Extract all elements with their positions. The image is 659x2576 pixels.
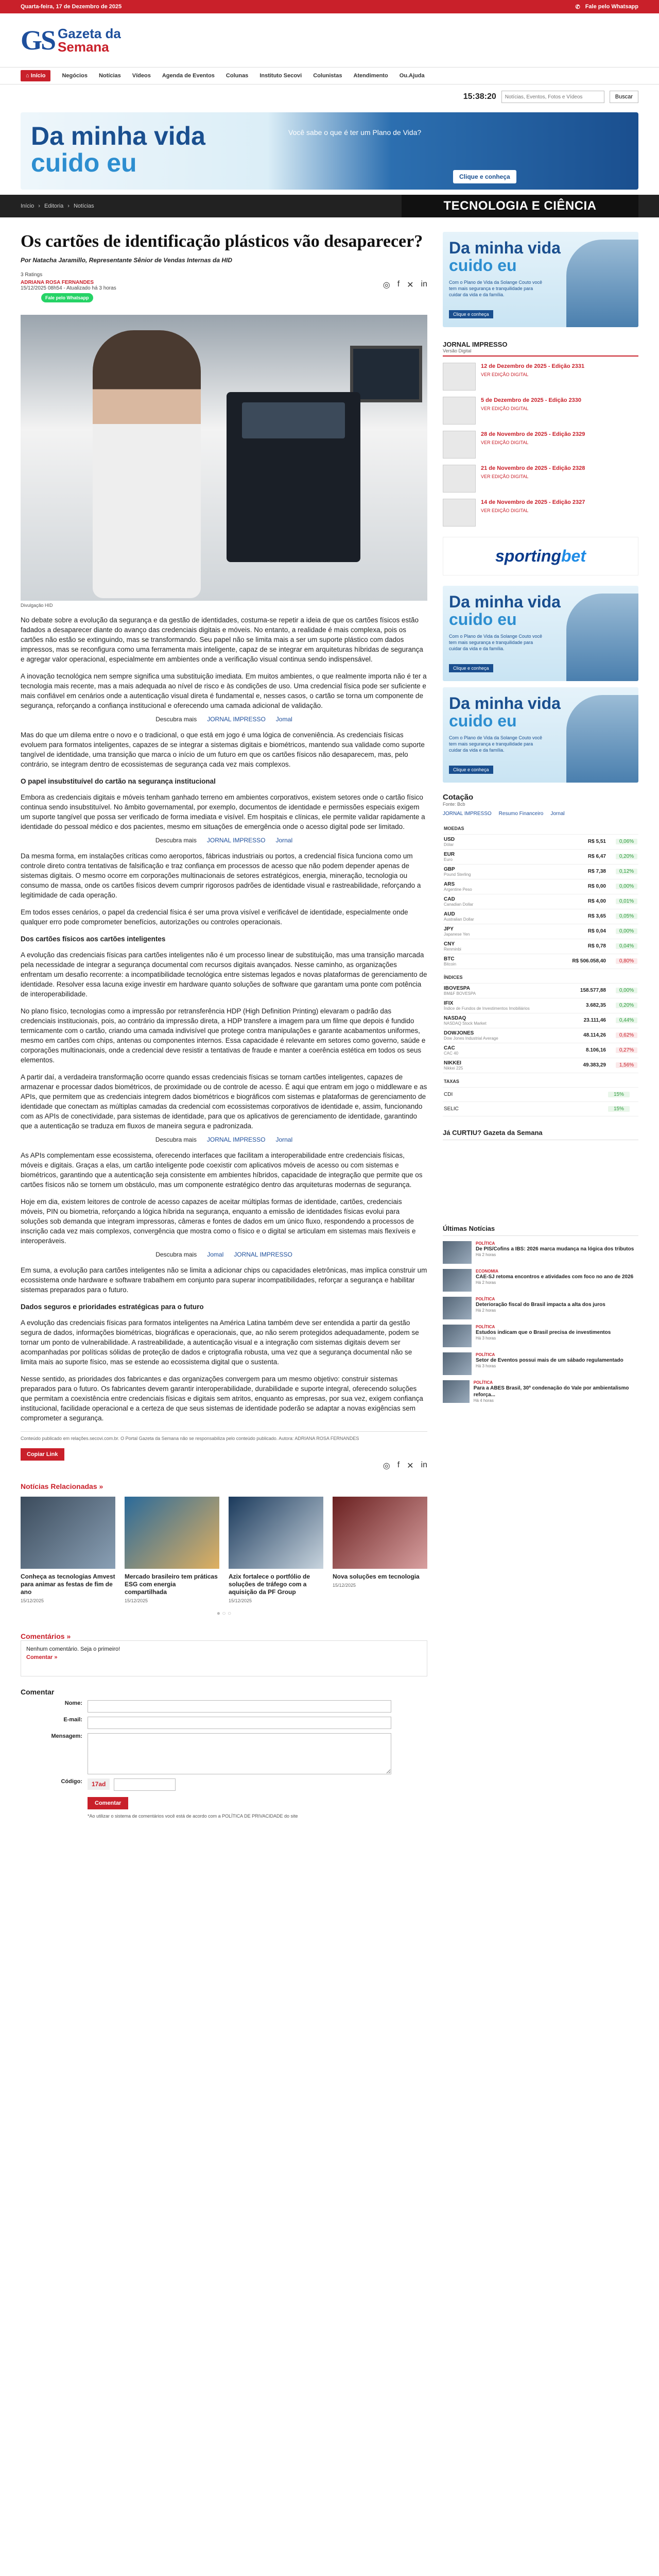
quote-row: SELIC 15% (443, 1101, 638, 1116)
breadcrumb: Início › Editoria › Notícias TECNOLOGIA E CIÊNCIA (0, 195, 659, 217)
related-news-heading: Notícias Relacionadas » (21, 1482, 103, 1490)
logo-line-1: Gazeta da (58, 26, 121, 41)
quote-code: CAD (444, 896, 455, 902)
card-printer-shape (227, 392, 360, 562)
paragraph: Nesse sentido, as prioridades dos fabricantes e das organizações convergem para um mesmo objetivo: construir sistemas preparados para o futuro. Os fabricantes devem garantir interoperabilidade, durabilidade e suporte integral, oferecendo soluções que permitam a coexistência entre credenciais físicas e digitais sem atritos, enquanto as empresas, por sua vez, exigem confiança institucional, facilidade operacional e a certeza de que seus sistemas de identidade poderão se adaptar a novas exigências sem comprometer a segurança. (21, 1375, 423, 1422)
sidebar (443, 217, 638, 1819)
jornal-item[interactable]: 12 de Dezembro de 2025 - Edição 2331 VER EDIÇÃO DIGITAL (443, 363, 638, 391)
quote-name: Nikkei 225 (444, 1065, 463, 1071)
article-column (21, 217, 427, 1819)
news-thumbnail (443, 1269, 472, 1292)
home-icon: ⌂ (26, 73, 31, 79)
quote-change: 0,04% (616, 943, 637, 949)
quote-code: GBP (444, 866, 455, 872)
x-share-icon[interactable]: ✕ (407, 1462, 414, 1470)
quote-change: 0,05% (616, 913, 637, 919)
newspaper-thumb (443, 465, 476, 493)
quote-name: BM&F BOVESPA (444, 991, 476, 996)
news-thumbnail (443, 1352, 472, 1375)
nav-negocios[interactable]: Negócios (62, 73, 88, 79)
linkedin-share-icon[interactable]: in (421, 1461, 427, 1469)
quote-row (443, 954, 638, 969)
ad-photo (566, 695, 638, 783)
nav-agenda[interactable]: Agenda de Eventos (162, 73, 215, 79)
news-thumbnail (443, 1241, 472, 1264)
quote-row (443, 998, 638, 1013)
quote-row (443, 879, 638, 894)
quote-link[interactable]: Resumo Financeiro (498, 811, 544, 817)
paragraph: As APIs complementam esse ecossistema, oferecendo interfaces que facilitam a interoperabilidade entre credenciais físicas, móveis e digitais. Graças a elas, um cartão inteligente pode coexistir com aplicativos móveis de acesso ou com sistemas e biométricos, garantindo que a autenticação seja consistente em ambientes híbridos, capacidade de integração que permite que os cartões físicos não se tornem um obstáculo, mas um componente estratégico dentro das arquiteturas modernas de segurança. (21, 1151, 423, 1189)
nav-ajuda[interactable]: Ou.Ajuda (399, 73, 425, 79)
captcha-code: 17ad (88, 1778, 110, 1790)
quote-code: EUR (444, 851, 455, 857)
quote-change: 0,00% (616, 884, 637, 889)
breadcrumb-home[interactable]: Início (21, 203, 34, 209)
newspaper-thumb (443, 499, 476, 527)
name-field[interactable] (88, 1700, 391, 1713)
news-thumbnail (443, 1325, 472, 1347)
quote-name: Pound Sterling (444, 872, 471, 877)
quote-value: 23.111,46 (560, 1013, 607, 1028)
quote-value: 48.114,26 (560, 1028, 607, 1043)
quote-change: 0,20% (616, 1003, 637, 1008)
article-byline: Por Natacha Jaramillo, Representante Sênior de Vendas Internas da HID (21, 257, 233, 264)
sidebar-ad[interactable]: Da minha vida cuido eu Com o Plano de Vida da Solange Couto você tem mais segurança e tranquilidade para cuidar da vida e da família. Clique e conheça (443, 586, 638, 681)
quote-code: AUD (444, 911, 455, 917)
privacy-note: *Ao utilizar o sistema de comentários você está de acordo com a POLÍTICA DE PRIVACIDADE do site (88, 1814, 298, 1819)
quote-code: BTC (444, 956, 455, 962)
top-whatsapp-link[interactable]: Fale pelo Whatsapp (585, 4, 638, 10)
quote-code: DOWJONES (444, 1030, 474, 1036)
quote-value: R$ 3,65 (560, 909, 607, 924)
quote-row (443, 834, 638, 849)
comment-link[interactable]: Comentar » (26, 1654, 58, 1660)
comments-heading: Comentários » (21, 1632, 71, 1640)
subheading: Dos cartões físicos aos cartões inteligentes (21, 935, 166, 943)
top-banner-ad[interactable] (21, 112, 638, 190)
news-thumbnail (229, 1497, 323, 1569)
news-thumbnail (443, 1380, 470, 1403)
submit-comment-button[interactable]: Comentar (88, 1797, 128, 1809)
quote-row (443, 1028, 638, 1043)
quote-value: R$ 6,47 (560, 849, 607, 864)
quotes-widget: Cotação Fonte: Bcb JORNAL IMPRESSO Resumo Financeiro Jornal MOEDAS USD Dólar R$ 5,51 0,06% EUR Euro R$ 6,47 0,20% GBP Pound Sterling R$ 7,38 0,12% ARS Argentine Peso R$ 0,00 0,00% CAD Canadian Dollar R$ 4,00 0,01% AUD Australian Dollar R$ 3,65 0,05% JPY Japanese Yen R$ 0,04 0,00% CNY Renminbi R$ 0,78 0,04% BTC Bitcoin R$ 506.058,40 0,80% ÍNDICES IBOVESPA BM&F BOVESPA 158.577,88 0,00% IFIX Índice de Fundos de Investimentos Imobiliários 3.682,35 0,20% NASDAQ NASDAQ Stock Market 23.111,46 0,44% DOWJONES Dow Jones Industrial Average 48.114,26 0,62% CAC CAC 40 8.106,16 0,27% NIKKEI Nikkei 225 49.383,29 1,56% TAXAS CDI 15% SELIC 15% (443, 793, 638, 1116)
newspaper-thumb (443, 431, 476, 459)
quote-code: JPY (444, 926, 454, 932)
paragraph: A inovação tecnológica nem sempre significa uma substituição imediata. Em muitos ambientes, o que realmente importa não é ter a tecnologia mais recente, mas a mais adequada ao nível de risco e às condições de uso. Uma credencial física pode ser suficiente e mais confiável em cenários onde a autenticação visual direta é fundamental e, nesses casos, o cartão se torna um componente de segurança, reforçando a confiança institucional e oferecendo uma camada adicional de validação. (21, 672, 427, 709)
quote-change: 0,27% (616, 1047, 637, 1053)
search-button[interactable]: Buscar (610, 91, 638, 103)
copy-link-button[interactable]: Copiar Link (21, 1448, 64, 1461)
facebook-share-icon[interactable]: f (397, 280, 400, 289)
site-header (0, 13, 659, 67)
quote-change: 0,20% (616, 854, 637, 859)
quote-change: 0,00% (616, 928, 637, 934)
quote-change: 0,80% (616, 958, 637, 964)
carousel-dots[interactable]: ● ○ ○ (216, 1609, 232, 1617)
quote-name: Índice de Fundos de Investimentos Imobiliários (444, 1006, 530, 1011)
quote-row (443, 894, 638, 909)
related-news-list (21, 1497, 427, 1603)
whatsapp-share-icon[interactable]: ◎ (383, 281, 390, 290)
paragraph: No debate sobre a evolução da segurança e da gestão de identidades, costuma-se repetir a ideia de que os cartões físicos estão fadados a desaparecer diante do avanço das credenciais digitais e móveis. No entanto, a realidade é mais complexa, pois os cartões não estão se extinguindo, mas se transformando. Seu papel não se limita mais a ser um suporte plástico com dados impressos, mas se reconfigura como uma ferramenta mais inteligente, capaz de se integrar em arquiteturas híbridas de segurança e agregar valor operacional, especialmente em ambientes onde a verificação visual continua sendo indispensável. (21, 616, 423, 663)
quote-row (443, 849, 638, 864)
banner-cta[interactable]: Clique e conheça (453, 170, 516, 183)
related-link[interactable]: Jomal (207, 1251, 224, 1258)
top-bar (0, 0, 659, 13)
current-date: Quarta-feira, 17 de Dezembro de 2025 (21, 4, 122, 10)
quote-link[interactable]: JORNAL IMPRESSO (443, 811, 492, 817)
header-toolbar (0, 84, 659, 109)
comments-box (21, 1640, 427, 1676)
jornal-item[interactable]: 21 de Novembro de 2025 - Edição 2328 VER EDIÇÃO DIGITAL (443, 465, 638, 493)
latest-news-item[interactable]: POLÍTICA Deterioração fiscal do Brasil impacta a alta dos juros Há 2 horas (443, 1297, 638, 1319)
latest-news-list (443, 1241, 638, 1403)
quote-code: USD (444, 836, 455, 842)
quote-code: CNY (444, 941, 455, 947)
related-link[interactable]: JORNAL IMPRESSO (207, 716, 266, 723)
quote-code: NASDAQ (444, 1015, 466, 1021)
sidebar-ad[interactable]: Da minha vida cuido eu Com o Plano de Vida da Solange Couto você tem mais segurança e tranquilidade para cuidar da vida e da família. Clique e conheça (443, 687, 638, 783)
jornal-item[interactable]: 5 de Dezembro de 2025 - Edição 2330 VER EDIÇÃO DIGITAL (443, 397, 638, 425)
quote-change: 0,44% (616, 1018, 637, 1023)
quote-value: R$ 0,04 (560, 924, 607, 939)
facebook-widget-heading: Já CURTIU? Gazeta da Semana (443, 1129, 638, 1140)
quote-row (443, 864, 638, 879)
related-links: Descubra mais Jomal JORNAL IMPRESSO (155, 1251, 292, 1258)
sportingbet-ad[interactable]: sporting bet (443, 537, 638, 575)
quote-change: 0,06% (616, 839, 637, 844)
related-news-card[interactable]: Nova soluções em tecnologia 15/12/2025 (333, 1497, 427, 1603)
banner-line-2: cuido eu (31, 148, 137, 177)
quote-row (443, 924, 638, 939)
related-links: Descubra mais JORNAL IMPRESSO Jomal (155, 716, 292, 723)
newspaper-thumb (443, 397, 476, 425)
facebook-share-icon[interactable]: f (397, 1461, 400, 1469)
whatsapp-button[interactable]: Fale pelo Whatsapp (41, 293, 93, 302)
quote-row (443, 1058, 638, 1073)
article-title: Os cartões de identificação plásticos vão desaparecer? (21, 232, 423, 251)
quote-value: 8.106,16 (560, 1043, 607, 1058)
news-thumbnail (443, 1297, 472, 1319)
quotes-title: Cotação (443, 793, 474, 802)
latest-news-item[interactable]: ECONOMIA CAE-SJ retoma encontros e atividades com foco no ano de 2026 Há 2 horas (443, 1269, 638, 1292)
related-news-card[interactable]: Mercado brasileiro tem práticas ESG com energia compartilhada 15/12/2025 (125, 1497, 219, 1603)
news-thumbnail (333, 1497, 427, 1569)
jornal-list (443, 363, 638, 527)
rating-count: 3 Ratings (21, 272, 43, 278)
site-logo[interactable] (21, 24, 121, 56)
quotes-table: MOEDAS USD Dólar R$ 5,51 0,06% EUR Euro R$ 6,47 0,20% GBP Pound Sterling R$ 7,38 0,12% ARS Argentine Peso R$ 0,00 0,00% CAD Canadian Dollar R$ 4,00 0,01% AUD Australian Dollar R$ 3,65 0,05% JPY Japanese Yen R$ 0,04 0,00% CNY Renminbi R$ 0,78 0,04% BTC Bitcoin R$ 506.058,40 0,80% ÍNDICES IBOVESPA BM&F BOVESPA 158.577,88 0,00% IFIX Índice de Fundos de Investimentos Imobiliários 3.682,35 0,20% NASDAQ NASDAQ Stock Market 23.111,46 0,44% DOWJONES Dow Jones Industrial Average 48.114,26 0,62% CAC CAC 40 8.106,16 0,27% NIKKEI Nikkei 225 49.383,29 1,56% TAXAS CDI 15% SELIC 15% (443, 820, 638, 1116)
quote-value: R$ 5,51 (560, 834, 607, 849)
paragraph: Em todos esses cenários, o papel da credencial física é ser uma prova visível e verificável de identidade, especialmente onde qualquer erro pode comprometer benefícios, autorizações ou controles operacionais. (21, 908, 408, 926)
related-links: Descubra mais JORNAL IMPRESSO Jornal (155, 1136, 293, 1143)
content-wrap (0, 217, 659, 1819)
quote-code: NIKKEI (444, 1060, 461, 1066)
nav-home[interactable]: ⌂ Início (21, 70, 50, 81)
source-note: Conteúdo publicado em relações.secovi.com.br. O Portal Gazeta da Semana não se responsabiliza pelo conteúdo publicado. Autora: ADRIANA ROSA FERNANDES (21, 1431, 427, 1441)
quote-row (443, 983, 638, 998)
paragraph: Hoje em dia, existem leitores de controle de acesso capazes de aceitar múltiplas formas de identidade, cartões, credenciais móveis, PIN ou biometria, reforçando a lógica híbrida na segurança, enquanto a emissão de identidades físicas evolui para soluções sob demanda que integram impressoras, câmeras e fontes de dados em um único fluxo, respondendo a processos de inscrição cada vez mais complexos, convergência que mostra como o físico e o digital se articulam em sistemas mais flexíveis e interoperáveis. (21, 1198, 416, 1245)
related-news-card[interactable]: Azix fortalece o portfólio de soluções de tráfego com a aquisição da PF Group 15/12/2025 (229, 1497, 323, 1603)
subheading: Dados seguros e prioridades estratégicas para o futuro (21, 1303, 204, 1311)
quote-value: R$ 0,78 (560, 939, 607, 954)
related-news-card[interactable]: Conheça as tecnologias Amvest para animar as festas de fim de ano 15/12/2025 (21, 1497, 115, 1603)
whatsapp-icon: ✆ (575, 4, 580, 10)
quote-row (443, 1043, 638, 1058)
quote-change: 0,00% (616, 988, 637, 993)
clock: 15:38:20 (463, 92, 496, 101)
logo-mark: GS (21, 25, 55, 56)
quote-code: CAC (444, 1045, 455, 1051)
quote-code: ARS (444, 881, 455, 887)
related-link[interactable]: Jornal (275, 1136, 293, 1143)
newspaper-thumb (443, 363, 476, 391)
quote-name: Bitcoin (444, 961, 457, 967)
email-field[interactable] (88, 1717, 391, 1729)
whatsapp-share-icon[interactable]: ◎ (383, 1462, 390, 1470)
related-link[interactable]: JORNAL IMPRESSO (234, 1251, 292, 1258)
related-link[interactable]: Jornal (275, 837, 293, 844)
quote-change: 0,62% (616, 1032, 637, 1038)
article-body (21, 615, 427, 1423)
quote-change: 0,12% (616, 869, 637, 874)
jornal-heading: JORNAL IMPRESSO Versão Digital (443, 341, 638, 357)
quote-value: 49.383,29 (560, 1058, 607, 1073)
banner-text: Você sabe o que é ter um Plano de Vida? (288, 128, 422, 137)
quote-link[interactable]: Jornal (550, 811, 565, 817)
quote-name: Dólar (444, 842, 454, 847)
quote-row (443, 1013, 638, 1028)
breadcrumb-noticias[interactable]: Notícias (73, 203, 94, 209)
section-title: TECNOLOGIA E CIÊNCIA (402, 195, 638, 217)
latest-news-item[interactable]: POLÍTICA Estudos indicam que o Brasil precisa de investimentos Há 3 horas (443, 1325, 638, 1347)
captcha-field[interactable] (114, 1778, 176, 1791)
logo-line-2: Semana (58, 39, 109, 55)
quote-value: 3.682,35 (560, 998, 607, 1013)
quote-name: CAC 40 (444, 1050, 459, 1056)
nav-instituto[interactable]: Instituto Secovi (259, 73, 302, 79)
quote-value: R$ 4,00 (560, 894, 607, 909)
quote-name: Australian Dollar (444, 917, 474, 922)
no-comments-text: Nenhum comentário. Seja o primeiro! (26, 1646, 120, 1652)
nav-atendimento[interactable]: Atendimento (353, 73, 388, 79)
latest-news-item[interactable]: POLÍTICA Setor de Eventos possui mais de um sábado regulamentado Há 3 horas (443, 1352, 638, 1375)
quote-name: Canadian Dollar (444, 902, 474, 907)
article-photo (21, 315, 427, 601)
latest-news-heading: Últimas Notícias (443, 1225, 638, 1236)
breadcrumb-editoria[interactable]: Editoria (44, 203, 64, 209)
paragraph: A evolução das credenciais físicas para formatos inteligentes na América Latina também deve ser entendida a partir da gestão segura de dados, informações biométricas, biográficas e operacionais, que, ao não serem protegidos adequadamente, podem se tornar um ponto de vulnerabilidade. A rastreabilidade, a autenticação visual e a integração com sistemas digitais devem ser acompanhadas por políticas sólidas de proteção de dados e criptografia robusta, uma vez que a segurança documental não se limita mais ao suporte físico, mas se estende ao ecossistema digital que o sustenta. (21, 1319, 419, 1366)
latest-news-item[interactable]: POLÍTICA De PIS/Cofins a IBS: 2026 marca mudança na lógica dos tributos Há 2 horas (443, 1241, 638, 1264)
related-link[interactable]: JORNAL IMPRESSO (206, 837, 266, 844)
paragraph: Embora as credenciais digitais e móveis tenham ganhado terreno em ambientes corporativos, existem setores onde o cartão físico continua sendo insubstituível. No âmbito governamental, por exemplo, documentos de identidade e permissões especiais exigem um suporte tangível que possa ser verificado de forma imediata e visível. Em hospitais e clínicas, ele permite validar rapidamente a identidade do pessoal médico e dos pacientes, mesmo em situações de emergência onde o acesso digital pode ser limitado. (21, 793, 425, 831)
nav-colunistas[interactable]: Colunistas (313, 73, 342, 79)
quote-value: R$ 7,38 (560, 864, 607, 879)
sidebar-ad[interactable]: Da minha vida cuido eu Com o Plano de Vida da Solange Couto você tem mais segurança e tranquilidade para cuidar da vida e da família. Clique e conheça (443, 232, 638, 327)
news-thumbnail (21, 1497, 115, 1569)
ad-photo (566, 240, 638, 327)
paragraph: A evolução das credenciais físicas para cartões inteligentes não é um processo linear de substituição, mas uma transição marcada pela necessidade de integrar a segurança documental com recursos digitais avançados. Nesse caminho, as organizações enfrentam um desafio recorrente: a incompatibilidade tecnológica entre sistemas legados e novas plataformas de gerenciamento de identidade. Resolver essa lacuna exige investir em hardware quanto soluções de software que garantam uma ponte com potência de interoperabilidade. (21, 951, 427, 998)
paragraph: A partir daí, a verdadeira transformação ocorre quando essas credenciais físicas se tornam cartões inteligentes, capazes de armazenar e processar dados biométricos, de proximidade ou de controle de acesso. É aqui que entram em jogo o middleware e as APIs, que permitem que as credenciais integrem dados biométricos e biográficos com sistemas e plataformas de gerenciamento de identidade que conectam as múltiplas camadas da credencial com ecossistemas corporativos de identidade e, assim, funcionando com as APIs de conectividade, para sistemas de identidade, para que os aplicativos de gerenciamento de identidade, garantindo que a autenticação se traduza em fluxos de maneira segura e padronizada. (21, 1073, 427, 1130)
main-nav (0, 67, 659, 84)
quote-row (443, 939, 638, 954)
quote-code: IBOVESPA (444, 985, 470, 991)
banner-line-1: Da minha vida (31, 122, 205, 150)
quote-value: R$ 0,00 (560, 879, 607, 894)
quote-value: 158.577,88 (560, 983, 607, 998)
quote-name: Argentine Peso (444, 887, 472, 892)
comment-form-heading: Comentar (21, 1688, 55, 1696)
quote-name: Euro (444, 857, 453, 862)
quote-change: 1,56% (616, 1062, 637, 1068)
news-thumbnail (125, 1497, 219, 1569)
x-share-icon[interactable]: ✕ (407, 281, 414, 290)
quote-name: NASDAQ Stock Market (444, 1021, 487, 1026)
related-links: Descubra mais JORNAL IMPRESSO Jornal (155, 837, 293, 844)
quote-value: R$ 506.058,40 (560, 954, 607, 969)
related-link[interactable]: JORNAL IMPRESSO (206, 1136, 266, 1143)
facebook-widget (443, 1140, 638, 1212)
paragraph: Mas do que um dilema entre o novo e o tradicional, o que está em jogo é uma lógica de conveniência. As credenciais físicas evoluem para formatos inteligentes, capazes de se integrar a sistemas digitais e biométricos, mantendo sua validade como suporte tangível de identidade, uma transição que marca o início de um futuro em que os cartões físicos não desaparecem, mas, pelo contrário, se integram dentro de ecossistemas de segurança cada vez mais complexos. (21, 731, 425, 768)
search-input[interactable] (501, 91, 604, 103)
comment-form: Comentar Nome: E-mail: Mensagem: Código: 17ad Comentar *Ao utilizar o sistema de comentários você está de acordo com a POLÍTICA DE PRIVACIDADE do site (21, 1688, 427, 1819)
quote-name: Renminbi (444, 946, 461, 952)
article-date: 15/12/2025 08h54 - Atualizado há 3 horas (21, 285, 116, 291)
nav-videos[interactable]: Vídeos (132, 73, 151, 79)
photo-caption: Divulgação HID (21, 603, 53, 608)
quote-name: Japanese Yen (444, 931, 470, 937)
article-author: ADRIANA ROSA FERNANDES (21, 280, 94, 285)
monitor-shape (350, 346, 422, 402)
related-link[interactable]: Jomal (275, 716, 292, 723)
paragraph: Da mesma forma, em instalações críticas como aeroportos, fábricas industriais ou portos, a credencial física funciona como um controle direto contra tentativas de falsificação e traz confiança em processos de acesso que não podem depender apenas de sistemas digitais. O mesmo ocorre em corporações multinacionais de setores estratégicos, energia, mineração, tecnologia ou consumo de massa, onde os cartões físicos devem cumprir rigorosos padrões de identidade visual e rastreabilidade, reforçando a legitimidade de cada operação. (21, 852, 421, 899)
linkedin-share-icon[interactable]: in (421, 280, 427, 289)
comments-section (21, 1632, 427, 1819)
latest-news-item[interactable]: POLÍTICA Para a ABES Brasil, 30ª condenação do Vale por ambientalismo reforça... Há 4 horas (443, 1380, 638, 1403)
quote-code: IFIX (444, 1000, 454, 1006)
quote-change: 0,01% (616, 899, 637, 904)
quote-row (443, 909, 638, 924)
jornal-item[interactable]: 28 de Novembro de 2025 - Edição 2329 VER EDIÇÃO DIGITAL (443, 431, 638, 459)
nav-noticias[interactable]: Notícias (98, 73, 121, 79)
nav-colunas[interactable]: Colunas (226, 73, 249, 79)
quote-name: Dow Jones Industrial Average (444, 1036, 498, 1041)
paragraph: No plano físico, tecnologias como a impressão por retransferência HDP (High Definition Printing) elevaram o padrão das credenciais institucionais, pois, ao contrário da impressão direta, a HDP transfere a imagem para um filme que depois é fundido termicamente com o cartão, criando uma camada indivisível que protege contra manipulações e garante acabamentos uniformes, mesmo em cartões com chips, antenas ou componentes internos. Essa capacidade é relevante em setores como governo, saúde e corporações multinacionais, onde a credencial deve resistir a tentativas de fraude e manter a coerência estética em todos os seus elementos. (21, 1007, 426, 1064)
ad-photo (566, 594, 638, 681)
quote-row: CDI 15% (443, 1087, 638, 1101)
person-shape (93, 330, 201, 598)
message-field[interactable] (88, 1733, 391, 1774)
subheading: O papel insubstituível do cartão na segurança institucional (21, 777, 216, 785)
share-bar-bottom (21, 1461, 427, 1471)
paragraph: Em suma, a evolução para cartões inteligentes não se limita a adicionar chips ou capacidades eletrônicas, mas implica construir um ecossistema onde hardware e software trabalhem em conjunto para superar incompatibilidades, reforçar a segurança e habilitar sistemas preparados para o futuro. (21, 1266, 427, 1294)
jornal-item[interactable]: 14 de Novembro de 2025 - Edição 2327 VER EDIÇÃO DIGITAL (443, 499, 638, 527)
